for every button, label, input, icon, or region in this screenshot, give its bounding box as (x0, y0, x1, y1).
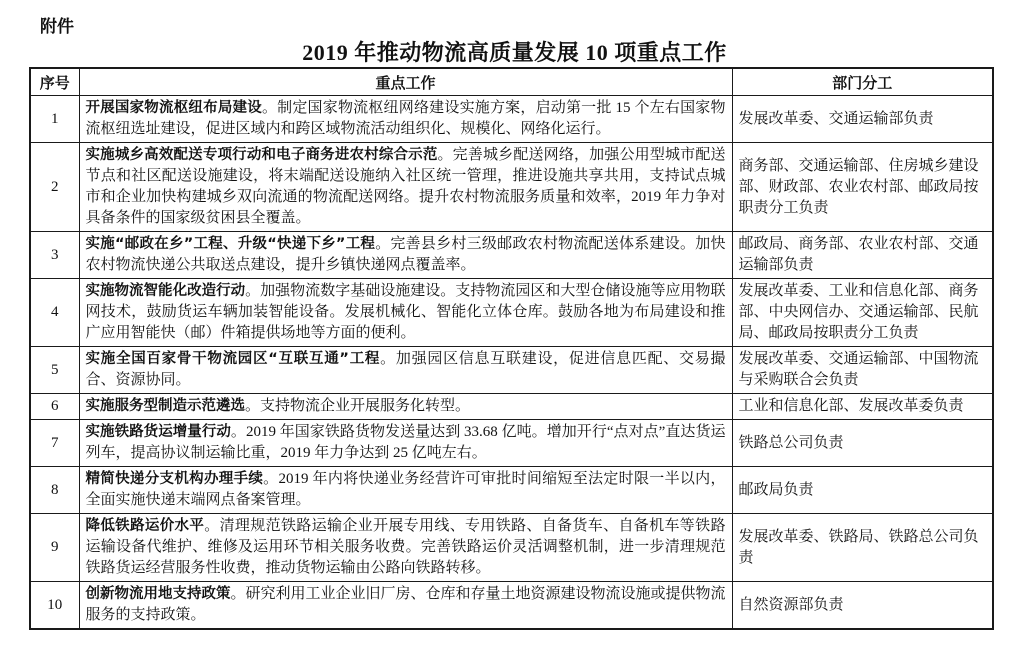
row-number: 5 (30, 347, 79, 394)
task-cell (79, 347, 732, 394)
task-detail: 。2019 年国家铁路货物发送量达到 33.68 亿吨。增加开行“点对点”直达货运列车，提高协议制运输比重，2019 年力争达到 25 亿吨左右。 (85, 424, 726, 461)
task-title: 实施服务型制造示范遴选 (85, 398, 245, 414)
task-cell (79, 420, 732, 467)
department-cell: 发展改革委、交通运输部负责 (732, 96, 993, 143)
row-number: 4 (30, 279, 79, 347)
department-cell: 发展改革委、交通运输部、中国物流与采购联合会负责 (732, 347, 993, 394)
table-row (30, 279, 993, 347)
table-row (30, 582, 993, 630)
department-cell: 邮政局负责 (732, 467, 993, 514)
task-cell (79, 143, 732, 232)
department-cell: 自然资源部负责 (732, 582, 993, 630)
department-cell: 工业和信息化部、发展改革委负责 (732, 394, 993, 420)
work-items-table (29, 67, 994, 630)
task-cell (79, 96, 732, 143)
task-title: 创新物流用地支持政策 (85, 586, 231, 602)
table-row (30, 394, 993, 420)
task-detail: 。支持物流企业开展服务化转型。 (245, 398, 471, 414)
page-title: 2019 年推动物流高质量发展 10 项重点工作 (302, 40, 727, 65)
department-cell: 铁路总公司负责 (732, 420, 993, 467)
row-number: 3 (30, 232, 79, 279)
task-cell (79, 467, 732, 514)
column-header-number: 序号 (30, 68, 79, 96)
task-title: 实施“邮政在乡”工程、升级“快递下乡”工程 (85, 236, 376, 252)
task-title: 精简快递分支机构办理手续 (85, 471, 264, 487)
task-detail: 。完善县乡村三级邮政农村物流配送体系建设。加快农村物流快递公共取送点建设，提升乡镇快递网点覆盖率。 (85, 236, 726, 273)
task-detail: 。完善城乡配送网络，加强公用型城市配送节点和社区配送设施建设，将末端配送设施纳入社区统一管理，推进设施共享共用，支持试点城市和企业加快构建城乡双向流通的物流配送网络。提升农村物流服务质量和效率，2019 年力争对具备条件的国家级贫困县全覆盖。 (85, 147, 726, 226)
row-number: 7 (30, 420, 79, 467)
task-cell (79, 514, 732, 582)
row-number: 9 (30, 514, 79, 582)
department-cell: 发展改革委、工业和信息化部、商务部、中央网信办、交通运输部、民航局、邮政局按职责分工负责 (732, 279, 993, 347)
task-detail: 。研究利用工业企业旧厂房、仓库和存量土地资源建设物流设施或提供物流服务的支持政策。 (85, 586, 726, 623)
task-detail: 。清理规范铁路运输企业开展专用线、专用铁路、自备货车、自备机车等铁路运输设备代维护、维修及运用环节相关服务收费。完善铁路运价灵活调整机制，进一步清理规范铁路货运经营服务性收费，推动货物运输由公路向铁路转移。 (85, 518, 726, 576)
attachment-label: 附件 (40, 17, 74, 37)
table-row (30, 143, 993, 232)
row-number: 6 (30, 394, 79, 420)
task-cell (79, 279, 732, 347)
row-number: 1 (30, 96, 79, 143)
task-detail: 。加强园区信息互联建设，促进信息匹配、交易撮合、资源协同。 (85, 351, 726, 388)
task-cell (79, 232, 732, 279)
task-title: 实施城乡高效配送专项行动和电子商务进农村综合示范 (85, 147, 438, 163)
row-number: 8 (30, 467, 79, 514)
department-cell: 商务部、交通运输部、住房城乡建设部、财政部、农业农村部、邮政局按职责分工负责 (732, 143, 993, 232)
task-title: 实施全国百家骨干物流园区“互联互通”工程 (85, 351, 381, 367)
row-number: 2 (30, 143, 79, 232)
task-detail: 。2019 年内将快递业务经营许可审批时间缩短至法定时限一半以内，全面实施快递末端网点备案管理。 (85, 471, 726, 508)
table-row (30, 232, 993, 279)
task-detail: 。制定国家物流枢纽网络建设实施方案，启动第一批 15 个左右国家物流枢纽选址建设，促进区域内和跨区域物流活动组织化、规模化、网络化运行。 (85, 100, 726, 137)
table-row (30, 467, 993, 514)
task-title: 实施物流智能化改造行动 (85, 283, 246, 299)
department-cell: 邮政局、商务部、农业农村部、交通运输部负责 (732, 232, 993, 279)
task-title: 实施铁路货运增量行动 (85, 424, 231, 440)
table-row (30, 347, 993, 394)
table-header-row (30, 68, 993, 96)
table-row (30, 514, 993, 582)
table-row (30, 96, 993, 143)
task-cell (79, 394, 732, 420)
table-row (30, 420, 993, 467)
task-title: 开展国家物流枢纽布局建设 (85, 100, 262, 116)
task-detail: 。加强物流数字基础设施建设。支持物流园区和大型仓储设施等应用物联网技术，鼓励货运车辆加装智能设备。发展机械化、智能化立体仓库。鼓励各地为布局建设和推广应用智能快（邮）件箱提供场地等方面的便利。 (85, 283, 726, 341)
row-number: 10 (30, 582, 79, 630)
column-header-task: 重点工作 (79, 68, 732, 96)
column-header-department: 部门分工 (732, 68, 993, 96)
task-cell (79, 582, 732, 630)
department-cell: 发展改革委、铁路局、铁路总公司负责 (732, 514, 993, 582)
task-title: 降低铁路运价水平 (85, 518, 205, 534)
